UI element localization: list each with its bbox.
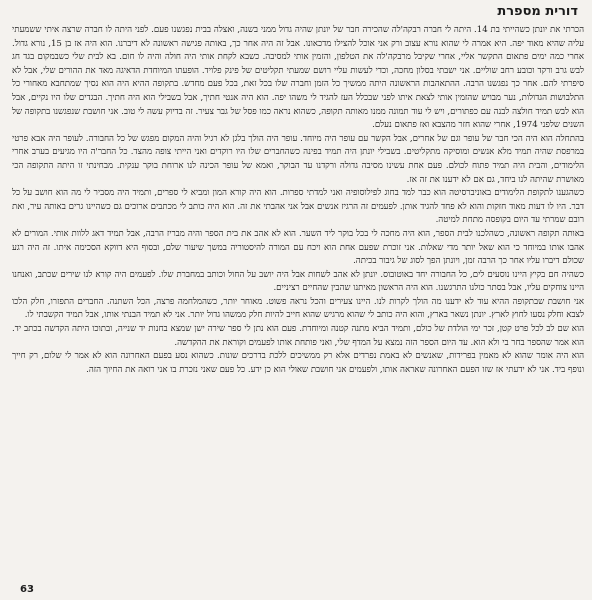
paragraph: הוא שם לב לכל פרט קטן, זכר ימי הולדת של כולם, ותמיד הביא מתנה קטנה ומיוחדת. פעם הוא נתן לי ספר שירה ישן שמצא בחנות יד שנייה, ובתוכו היתה הקדשה בכתב יד. הוא אמר שהספר בחר בי ולא הוא. עד היום הספר הזה נמצא על המדף שלי, ואני פותחת אותו לפעמים וקוראת את ההקדשה. <box>12 324 584 348</box>
paragraph: כשהיה חם בקיץ היינו נוסעים לים, כל החבורה יחד באוטובוס. יונתן לא אהב לשחות אבל היה יושב על החול וכותב במחברת שלו. לפעמים היה קורא לנו שירים שכתב, ואנחנו היינו צוחקים עליו, אבל בסתר כולנו התרגשנו. הוא היה הראשון מאיתנו שהבין שהחיים רציניים. <box>12 269 584 294</box>
book-page <box>12 0 584 600</box>
paragraph: הוא היה אומר שהוא לא מאמין בפרידות, שאנשים לא באמת נפרדים אלא רק ממשיכים ללכת בדרכים שונות. כשהוא נסע בפעם האחרונה הוא לא אמר לי שלום, רק חייך ונופף ביד. אני לא ידעתי אז שזו הפעם האחרונה שאראה אותו, ולפעמים אני חושבת שאולי הוא כן ידע. כל פעם שאני נזכרת בו אני רואה את החיוך הזה. <box>12 351 584 375</box>
page-number: 63 <box>20 584 34 595</box>
chapter-heading: דורית מספרת <box>497 4 578 19</box>
paragraph: הכרתי את יונתן כשהייתי בת 14. היתה לי חברה רבקה'לה שהכירה חבר של יונתן שהיה גדול ממני בשנה, ואצלה בבית נפגשנו פעם. לפני היתה לו חברה שרצה איתי ששמעתי עליה שהיא מאוד יפה. היא אמרה לי שהוא נורא עצוב ורק אני אוכל להצילו מדכאונו. אבל זה היה אחר כך, באותה פגישה ראשונה לא דיברנו. הוא היה אז בן 15, נורא גדול. אחרי כמה ימים פתאום התקשר אליי, אחרי שקיבל מרבקה'לה את הטלפון, והזמין אותי למסיבה. כשבא לקחת אותי היה חולה והיה לו חום. בא לבית שלי כשבמקום בגד חג לבש גרב ורקד וכובע רחב שוליים. אני ישבתי בסלון מחכה, וכדי לעשות עליי רושם שמעתי תקליטים של פינק פלויד. הופעתו המיוחדת הדאיגה מאד את ההורים שלי, אבל לא סיפרתי להם. אחר כך נפגשנו הרבה. ההתאהבות הראשונה היתה ממשיך כל הזמן וחברה שלו בכל זאת, בכל פעם מחדש. בתקופה ההיא היה הוא נסיך שמתחבא מאחורי כל התלבושות הגדולות, נער מבויש שהזמין אותי לצאת איתו לפני שבכלל העז להגיד לי משהו יפה. הוא היה אנטי חתיך, אבל בשבילי הוא היה חתיך. הבגדים שלו היו נקיים, אבל הוא לבש תמיד חולצה לבנה עם כפתורים, ויש לי עוד תמונה ממנו מאותה תקופה, כשהוא נראה כמו פסל של גבר צעיר. זה בדיוק עשה לי טוב. אני חושבת שנפגשנו בתקופה של השנים שלפני 1974, אחרי שהוא חזר מהצבא ואז פתאום נעלם. <box>12 25 584 131</box>
paragraph: באותה תקופה ראשונה, כשהלכנו לבית הספר, הוא היה מחכה לי בכל בוקר ליד השער. הוא לא אהב את בית הספר והיה מבריז הרבה, אבל תמיד דאג ללוות אותי. המורים לא אהבו אותו במיוחד כי הוא שאל יותר מדי שאלות. אני זוכרת שפעם אחת הוא ויכח עם המורה להיסטוריה במשך שיעור שלם, ובסוף היא דווקא הסכימה איתו. זה היה רגע שכולם דיברו עליו אחר כך הרבה זמן, ויונתן הפך לסוג של גיבור בכיתה. <box>12 228 584 267</box>
paragraph: אני חושבת שבתקופה ההיא עוד לא ידענו מה הולך לקרות לנו. היינו צעירים והכל נראה פשוט. מאוחר יותר, כשהמלחמה פרצה, הכל השתנה. החברים התפזרו, חלק הלכו לצבא וחלק נסעו לחוץ לארץ. יונתן נשאר בארץ, והוא היה כותב לי שהוא מרגיש שהוא חייב להיות חלק ממשהו גדול יותר. אני לא תמיד הבנתי אותו, אבל תמיד הקשבתי לו. <box>12 296 584 321</box>
body-text <box>12 24 584 568</box>
paragraph: בהתחלה הוא היה הכי חבר של עופר וגם של אחרים, אבל הקשר עם עופר היה מיוחד. עופר היה הולך בלגן לא רגיל והיה המקום מפגש של כל החבורה. לעופר היה אבא פרטי במרפסת שהיה תמיד מלא אנשים ומוסיקה מתקליטים. בשבילי יונתן היה תמיד בפינה כשהחברים שלו היו רוקדים ואני הייתי צופה מהצד. כל החבר'ה היו מגיעים בערב אחרי הלימודים, והבית היה תמיד פתוח לכולם. פעם אחת עשינו מסיבה גדולה ורקדנו עד הבוקר, ואמא של עופר הכינה לנו ארוחת בוקר ענקית. מבחינתי זו היתה התקופה הכי מאושרת שהיתה לנו ביחד, גם אם לא ידענו את זה אז. <box>12 133 584 185</box>
paragraph: כשהגענו לתקופת הלימודים באוניברסיטה הוא כבר למד בחוג לפילוסופיה ואני למדתי ספרות. הוא היה קורא המון ומביא לי ספרים, ותמיד היה מסביר לי מה הוא חושב על כל דבר. היו לו דעות מאוד חזקות והוא לא פחד להגיד אותן. לפעמים זה הרגיז אנשים אבל אני אהבתי את זה. הוא היה כותב לי מכתבים ארוכים גם כשהיינו גרים באותה עיר, ואת רובם שמרתי עד היום בקופסה מתחת למיטה. <box>12 188 584 226</box>
